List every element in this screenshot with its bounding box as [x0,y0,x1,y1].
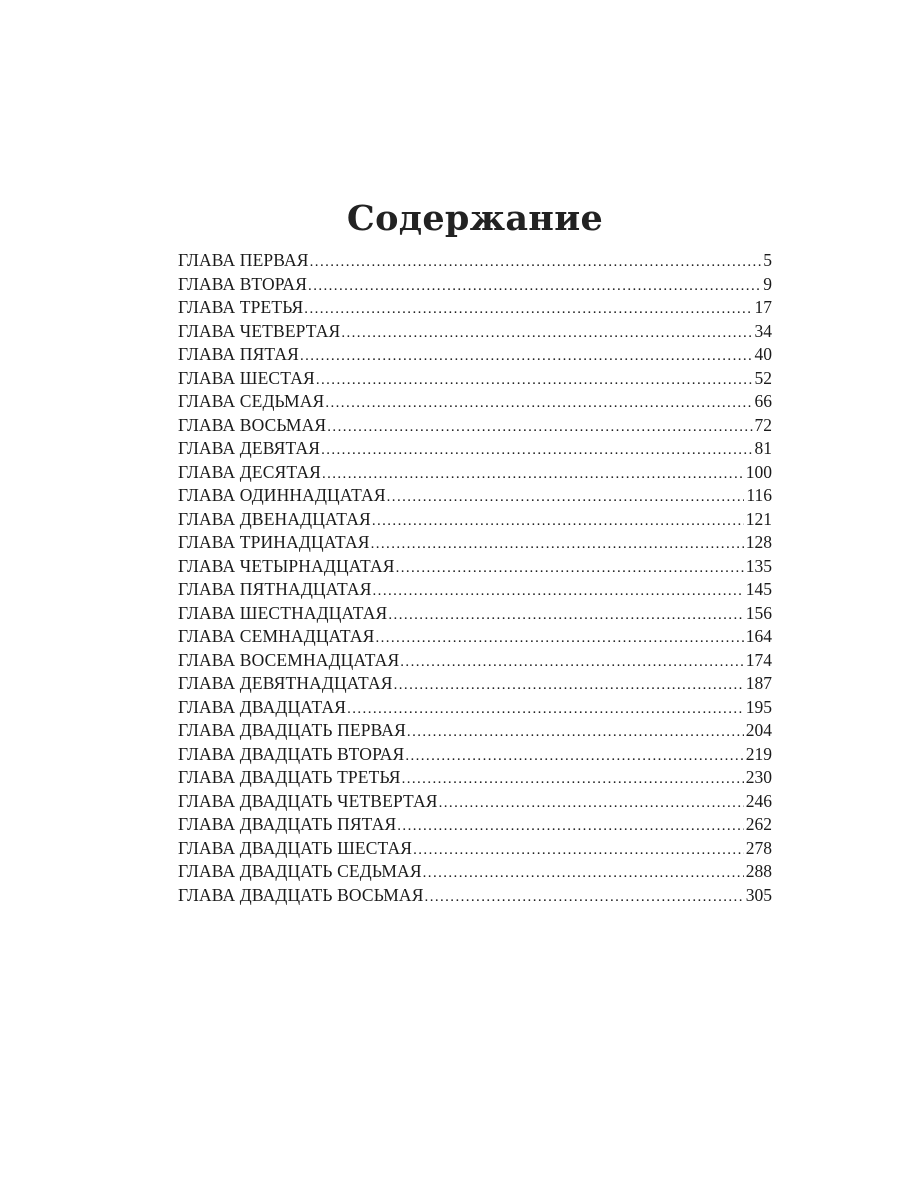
toc-entry-title: ГЛАВА ДВАДЦАТЬ ЧЕТВЕРТАЯ [178,790,438,811]
dot-leader [394,674,744,698]
dot-leader [321,439,752,463]
toc-entry-page-number: 52 [754,367,772,388]
toc-entry-page-number: 100 [745,461,772,482]
dot-leader [308,275,761,299]
dot-leader [387,486,745,510]
toc-entry[interactable] [178,860,772,884]
dot-leader [341,322,752,346]
toc-entry-title: ГЛАВА ДВАДЦАТЬ ПЯТАЯ [178,814,397,834]
toc-entry-title: ГЛАВА ПЯТНАДЦАТАЯ [178,579,372,599]
toc-entry[interactable] [178,672,772,696]
toc-entry-title: ГЛАВА ШЕСТНАДЦАТАЯ [178,602,388,623]
toc-entry-title: ГЛАВА ДВАДЦАТЬ ВОСЬМАЯ [178,884,424,905]
dot-leader [402,768,744,792]
toc-entry-page-number: 305 [745,884,772,905]
toc-entry[interactable] [178,766,772,790]
toc-entry-title: ГЛАВА ДВАДЦАТАЯ [178,696,347,717]
toc-entry-page-number: 278 [745,837,772,858]
toc-entry-page-number: 5 [763,250,772,270]
toc-entry[interactable] [178,461,772,485]
toc-entry[interactable] [178,813,772,837]
dot-leader [325,392,752,416]
toc-entry-page-number: 164 [745,626,772,646]
dot-leader [423,862,744,886]
toc-entry-page-number: 145 [745,579,772,599]
dot-leader [310,251,762,275]
toc-entry-page-number: 204 [745,720,772,740]
toc-entry[interactable] [178,414,772,438]
dot-leader [322,463,744,487]
dot-leader [396,557,744,581]
toc-entry[interactable] [178,484,772,508]
toc-entry[interactable] [178,296,772,320]
toc-entry-title: ГЛАВА ЧЕТВЕРТАЯ [178,320,341,341]
toc-entry[interactable] [178,320,772,344]
dot-leader [327,416,752,440]
toc-entry-title: ГЛАВА ДВАДЦАТЬ ВТОРАЯ [178,743,405,764]
toc-entry-page-number: 246 [745,790,772,811]
dot-leader [300,345,753,369]
toc-entry[interactable] [178,884,772,908]
table-of-contents [178,249,772,907]
toc-entry[interactable] [178,273,772,297]
dot-leader [405,745,743,769]
dot-leader [413,839,744,863]
dot-leader [304,298,752,322]
toc-entry-page-number: 156 [745,602,772,623]
toc-entry-title: ГЛАВА ТРЕТЬЯ [178,297,304,317]
toc-entry-title: ГЛАВА ДВАДЦАТЬ ТРЕТЬЯ [178,767,401,787]
toc-entry-title: ГЛАВА ОДИННАДЦАТАЯ [178,485,386,505]
toc-entry-page-number: 40 [754,344,772,364]
toc-entry-page-number: 17 [754,297,772,317]
toc-entry-page-number: 34 [754,320,772,341]
toc-entry[interactable] [178,837,772,861]
toc-entry-page-number: 66 [754,391,772,411]
toc-entry-page-number: 9 [763,273,772,294]
dot-leader [407,721,744,745]
toc-entry[interactable] [178,343,772,367]
toc-entry[interactable] [178,743,772,767]
dot-leader [425,886,744,910]
toc-entry-page-number: 135 [745,555,772,576]
toc-entry[interactable] [178,367,772,391]
toc-entry-title: ГЛАВА ЧЕТЫРНАДЦАТАЯ [178,555,395,576]
toc-entry-title: ГЛАВА ТРИНАДЦАТАЯ [178,532,370,552]
toc-entry[interactable] [178,437,772,461]
toc-entry-title: ГЛАВА ДЕСЯТАЯ [178,461,321,482]
toc-entry-page-number: 195 [745,696,772,717]
toc-entry-page-number: 128 [745,532,772,552]
dot-leader [439,792,744,816]
toc-entry-page-number: 121 [745,508,772,529]
toc-entry[interactable] [178,625,772,649]
toc-entry[interactable] [178,696,772,720]
page-title: Содержание [346,198,604,240]
toc-entry-title: ГЛАВА СЕМНАДЦАТАЯ [178,626,375,646]
dot-leader [388,604,743,628]
toc-entry-page-number: 219 [745,743,772,764]
toc-entry-page-number: 81 [754,438,772,458]
toc-entry-page-number: 174 [745,649,772,670]
dot-leader [316,369,753,393]
toc-entry-title: ГЛАВА ПЕРВАЯ [178,250,309,270]
toc-entry[interactable] [178,531,772,555]
dot-leader [371,533,744,557]
toc-entry-page-number: 230 [745,767,772,787]
toc-entry-title: ГЛАВА ДЕВЯТАЯ [178,438,321,458]
toc-entry-page-number: 116 [746,485,772,505]
dot-leader [400,651,743,675]
toc-entry-page-number: 187 [745,673,772,693]
dot-leader [373,580,744,604]
toc-entry-title: ГЛАВА ШЕСТАЯ [178,367,315,388]
toc-entry[interactable] [178,508,772,532]
toc-entry[interactable] [178,249,772,273]
toc-entry-title: ГЛАВА ПЯТАЯ [178,344,299,364]
toc-entry-title: ГЛАВА ВОСЕМНАДЦАТАЯ [178,649,400,670]
toc-entry-page-number: 72 [754,414,772,435]
toc-entry-title: ГЛАВА ВТОРАЯ [178,273,308,294]
toc-entry-title: ГЛАВА ДВАДЦАТЬ ШЕСТАЯ [178,837,413,858]
toc-entry-title: ГЛАВА ВОСЬМАЯ [178,414,327,435]
toc-entry[interactable] [178,790,772,814]
toc-entry-title: ГЛАВА ДЕВЯТНАДЦАТАЯ [178,673,393,693]
toc-entry-page-number: 262 [745,814,772,834]
toc-entry[interactable] [178,602,772,626]
toc-entry-title: ГЛАВА ДВЕНАДЦАТАЯ [178,508,371,529]
dot-leader [375,627,743,651]
toc-entry-page-number: 288 [745,861,772,881]
toc-entry[interactable] [178,719,772,743]
dot-leader [372,510,744,534]
toc-entry[interactable] [178,649,772,673]
toc-entry-title: ГЛАВА ДВАДЦАТЬ ПЕРВАЯ [178,720,406,740]
toc-entry[interactable] [178,555,772,579]
toc-entry-title: ГЛАВА ДВАДЦАТЬ СЕДЬМАЯ [178,861,422,881]
toc-entry[interactable] [178,390,772,414]
dot-leader [397,815,743,839]
toc-entry-title: ГЛАВА СЕДЬМАЯ [178,391,325,411]
dot-leader [347,698,744,722]
toc-entry[interactable] [178,578,772,602]
